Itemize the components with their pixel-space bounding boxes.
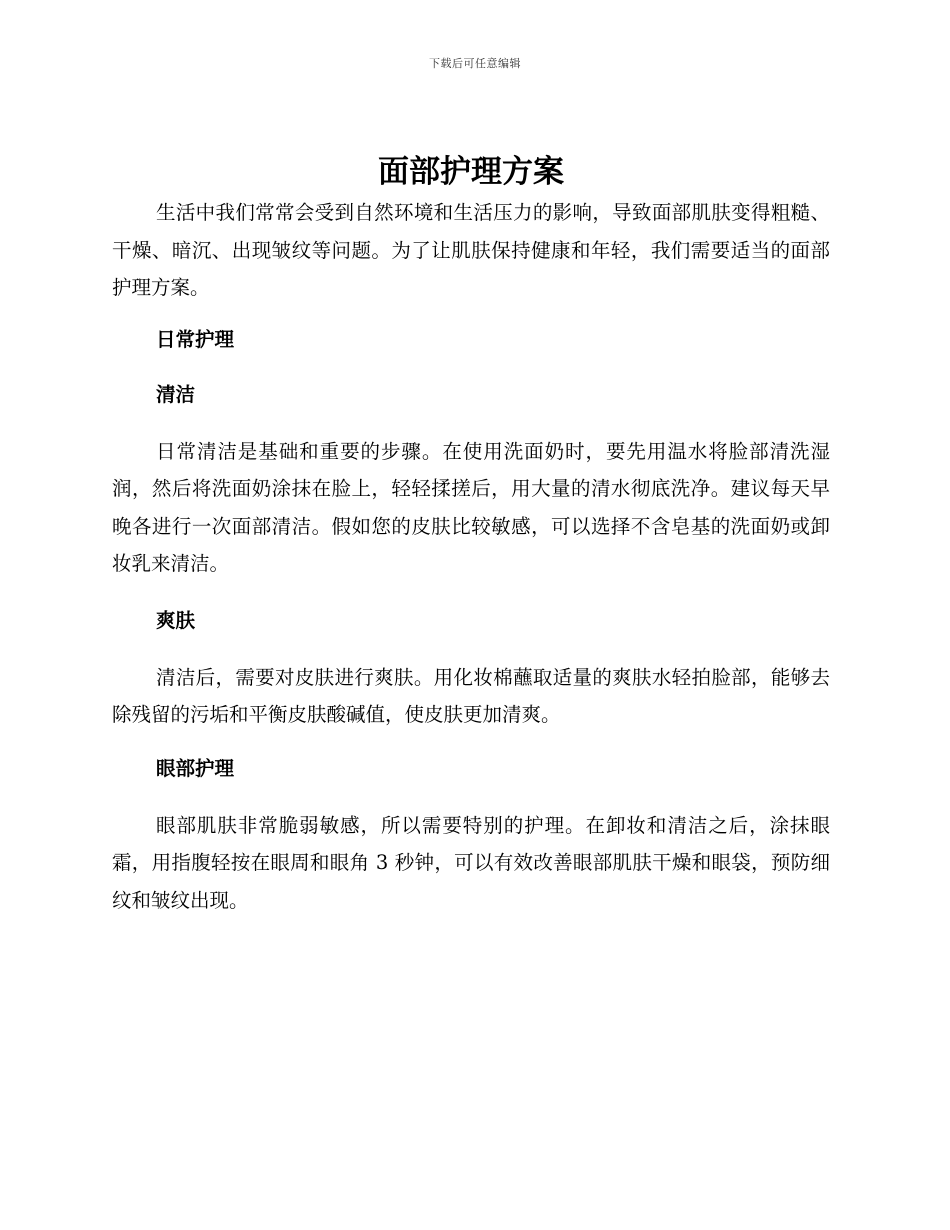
document-body — [112, 150, 830, 919]
cleansing-heading: 清洁 — [156, 382, 196, 406]
daily-care-heading: 日常护理 — [156, 327, 235, 351]
document-title: 面部护理方案 — [378, 154, 564, 190]
eye-care-heading: 眼部护理 — [156, 756, 235, 780]
cleansing-paragraph: 日常清洁是基础和重要的步骤。在使用洗面奶时，要先用温水将脸部清洗湿润，然后将洗面奶涂抹在脸上，轻轻揉搓后，用大量的清水彻底洗净。建议每天早晚各进行一次面部清洁。假如您的皮肤比较敏感，可以选择不含皂基的洗面奶或卸妆乳来清洁。 — [112, 439, 830, 575]
intro-paragraph: 生活中我们常常会受到自然环境和生活压力的影响，导致面部肌肤变得粗糙、干燥、暗沉、出现皱纹等问题。为了让肌肤保持健康和年轻，我们需要适当的面部护理方案。 — [112, 201, 830, 299]
header-note: 下载后可任意编辑 — [429, 57, 521, 70]
eye-care-paragraph: 眼部肌肤非常脆弱敏感，所以需要特别的护理。在卸妆和清洁之后，涂抹眼霜，用指腹轻按在眼周和眼角 3 秒钟，可以有效改善眼部肌肤干燥和眼袋，预防细纹和皱纹出现。 — [112, 813, 830, 912]
toner-paragraph: 清洁后，需要对皮肤进行爽肤。用化妆棉蘸取适量的爽肤水轻拍脸部，能够去除残留的污垢和平衡皮肤酸碱值，使皮肤更加清爽。 — [112, 665, 830, 726]
toner-heading: 爽肤 — [156, 608, 196, 632]
